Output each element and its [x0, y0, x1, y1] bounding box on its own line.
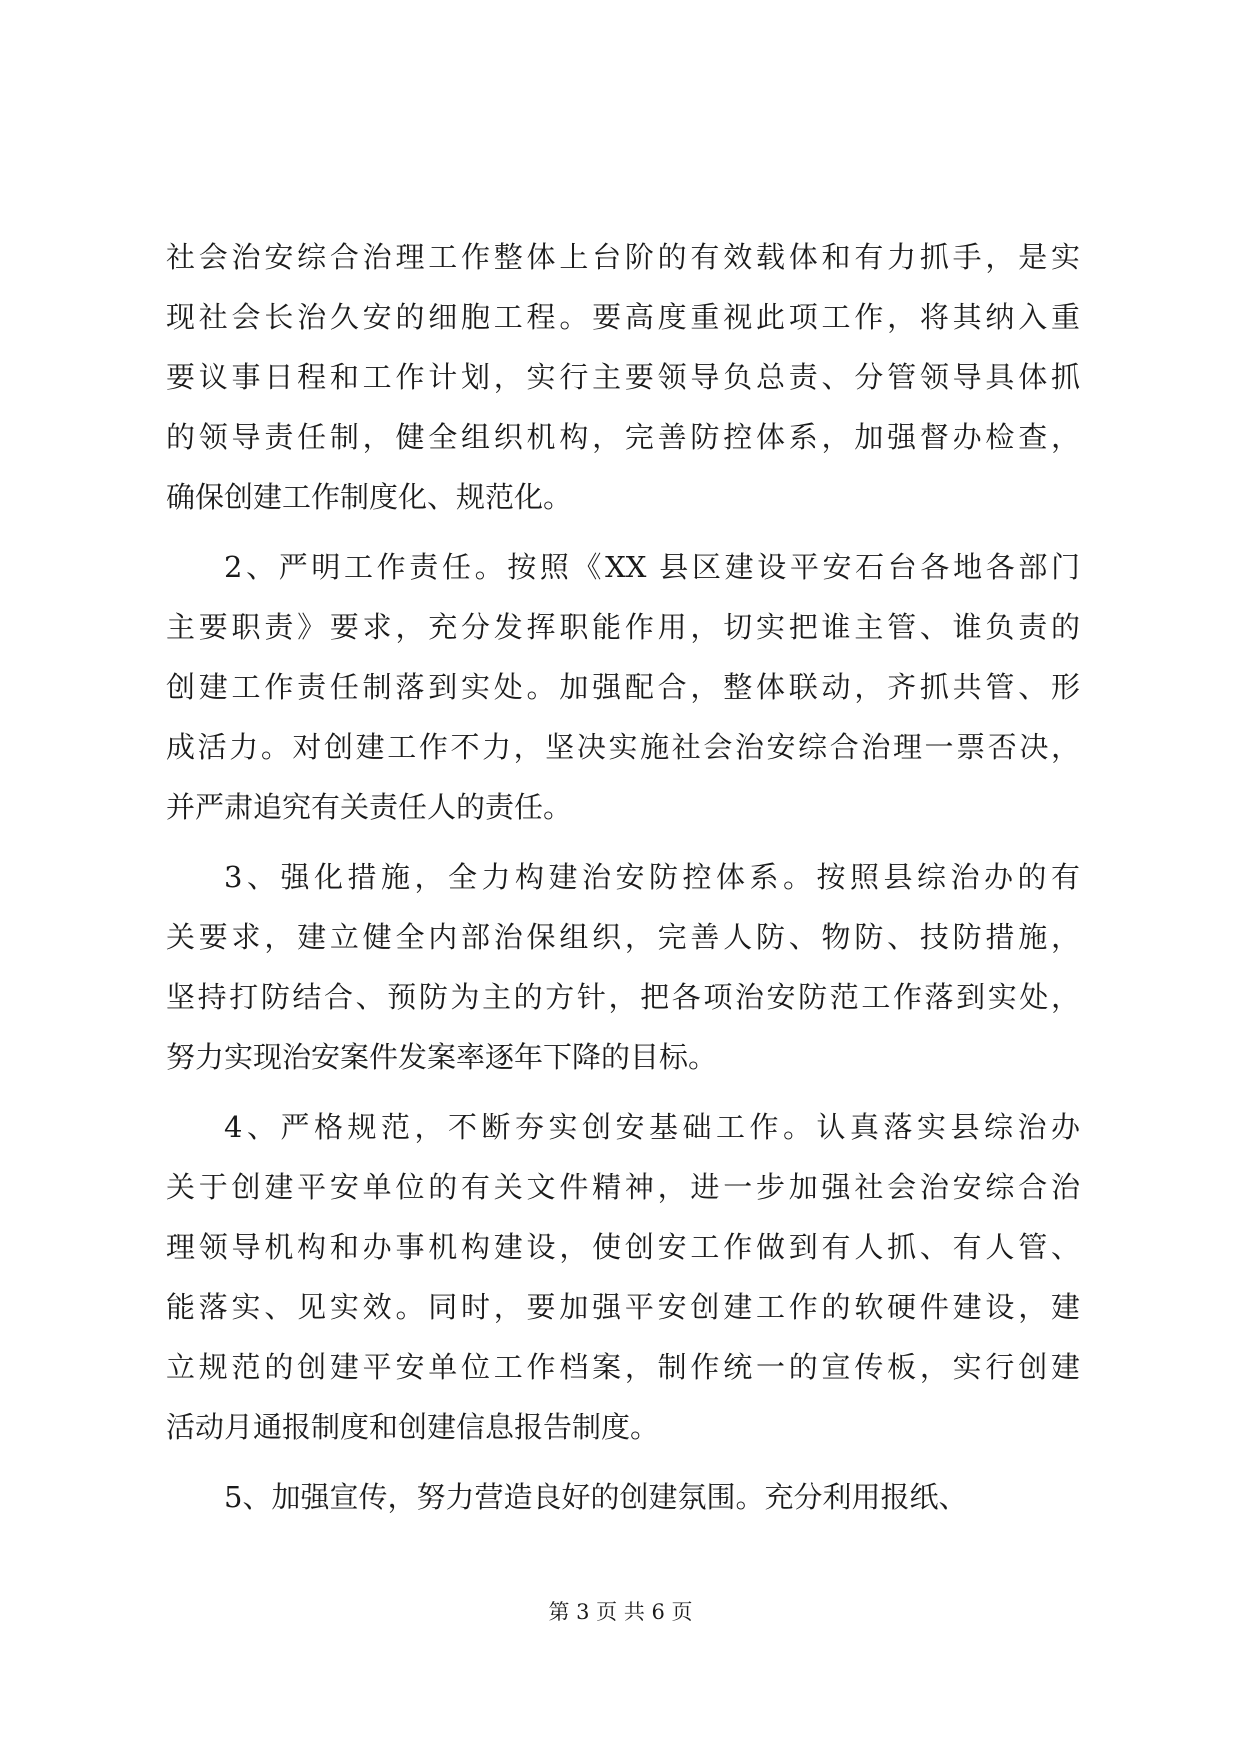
text-line: 理领导机构和办事机构建设，使创安工作做到有人抓、有人管、 [166, 1230, 1080, 1264]
page-number-footer: 第 3 页 共 6 页 [548, 1600, 693, 1624]
text-line: 4、严格规范，不断夯实创安基础工作。认真落实县综治办 [224, 1110, 1080, 1144]
text-line: 能落实、见实效。同时，要加强平安创建工作的软硬件建设，建 [166, 1290, 1080, 1324]
text-line: 坚持打防结合、预防为主的方针，把各项治安防范工作落到实处， [166, 980, 1080, 1014]
text-line: 立规范的创建平安单位工作档案，制作统一的宣传板，实行创建 [166, 1350, 1080, 1384]
paragraph-4 [166, 1097, 1080, 1457]
text-line: 现社会长治久安的细胞工程。要高度重视此项工作，将其纳入重 [166, 300, 1080, 334]
text-line: 的领导责任制，健全组织机构，完善防控体系，加强督办检查， [166, 420, 1080, 454]
text-line: 成活力。对创建工作不力，坚决实施社会治安综合治理一票否决， [166, 730, 1080, 764]
paragraph-gap [166, 1457, 1080, 1467]
text-line: 2、严明工作责任。按照《XX 县区建设平安石台各地各部门 [224, 550, 1080, 584]
text-line: 要议事日程和工作计划，实行主要领导负总责、分管领导具体抓 [166, 360, 1080, 394]
text-line: 并严肃追究有关责任人的责任。 [166, 790, 573, 824]
paragraph-gap [166, 527, 1080, 537]
paragraph-1 [166, 227, 1080, 527]
text-line: 关于创建平安单位的有关文件精神，进一步加强社会治安综合治 [166, 1170, 1080, 1204]
text-line: 社会治安综合治理工作整体上台阶的有效载体和有力抓手，是实 [166, 240, 1080, 274]
text-line: 努力实现治安案件发案率逐年下降的目标。 [166, 1040, 718, 1074]
paragraph-5 [166, 1467, 1080, 1527]
document-body [166, 227, 1080, 1527]
paragraph-2 [166, 537, 1080, 837]
text-line: 确保创建工作制度化、规范化。 [166, 480, 573, 514]
text-line: 创建工作责任制落到实处。加强配合，整体联动，齐抓共管、形 [166, 670, 1080, 704]
paragraph-gap [166, 1087, 1080, 1097]
text-line: 活动月通报制度和创建信息报告制度。 [166, 1410, 660, 1444]
paragraph-gap [166, 837, 1080, 847]
text-line: 5、加强宣传，努力营造良好的创建氛围。充分利用报纸、 [224, 1480, 968, 1514]
paragraph-3 [166, 847, 1080, 1087]
text-line: 3、强化措施，全力构建治安防控体系。按照县综治办的有 [224, 860, 1080, 894]
text-line: 关要求，建立健全内部治保组织，完善人防、物防、技防措施， [166, 920, 1080, 954]
text-line: 主要职责》要求，充分发挥职能作用，切实把谁主管、谁负责的 [166, 610, 1080, 644]
